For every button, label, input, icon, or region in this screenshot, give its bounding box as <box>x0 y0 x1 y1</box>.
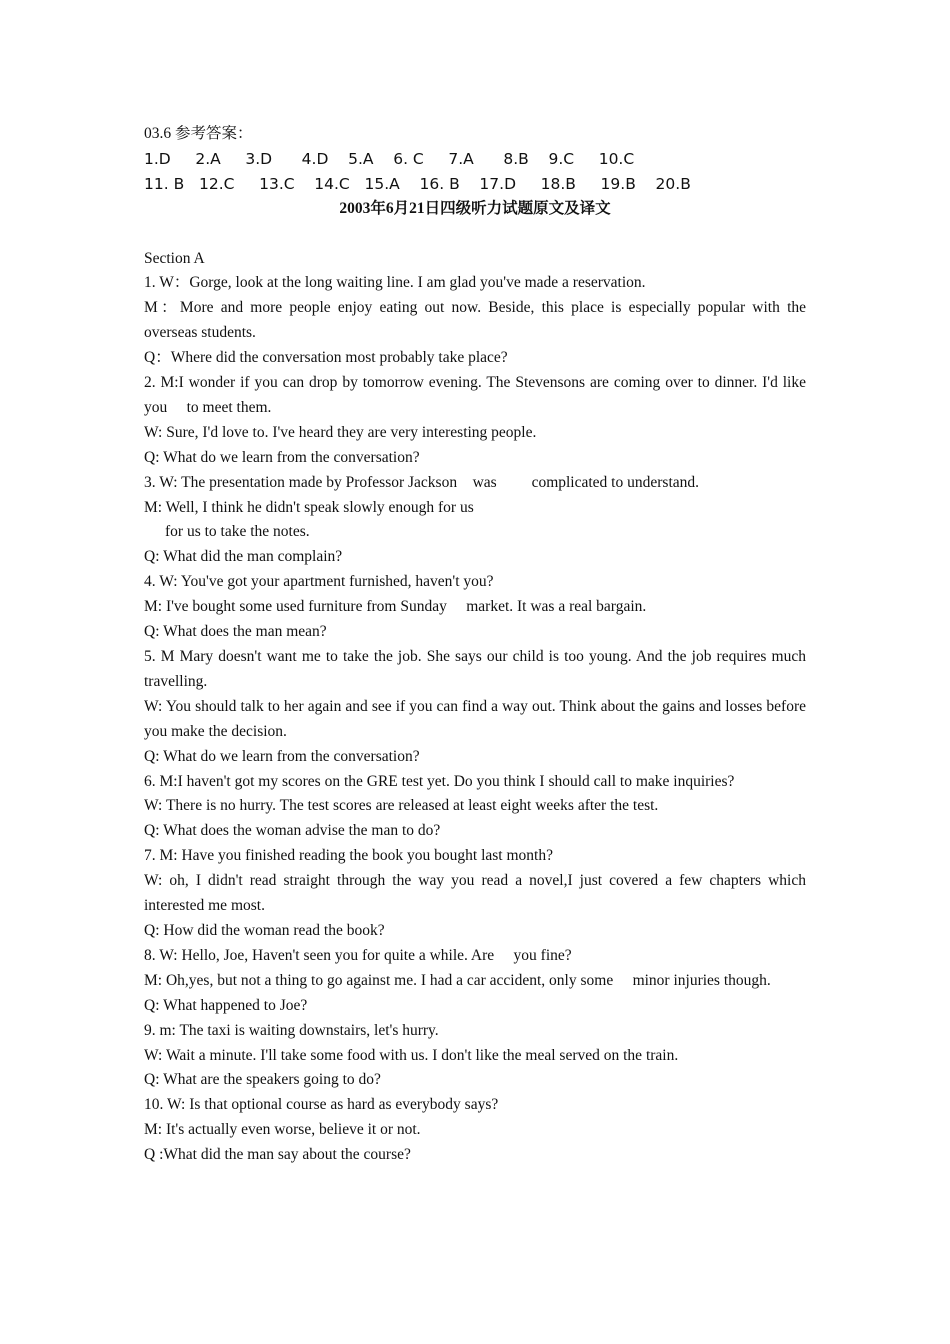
question-line: Q :What did the man say about the course? <box>144 1146 411 1164</box>
dialogue-line: 1. W：Gorge, look at the long waiting line. I am glad you've made a reservation. <box>144 274 646 292</box>
dialogue-line: 9. m: The taxi is waiting downstairs, let's hurry. <box>144 1021 439 1039</box>
question-line: Q: How did the woman read the book? <box>144 921 385 939</box>
dialogue-line: W: oh, I didn't read straight through the way you read a novel,I just covered a few chapters which interested me most. <box>144 872 810 915</box>
dialogue-line: 10. W: Is that optional course as hard as everybody says? <box>144 1096 499 1114</box>
dialogue-line: M: I've bought some used furniture from Sunday market. It was a real bargain. <box>144 598 647 616</box>
blank-line <box>144 222 806 247</box>
dialogue-line: W: Sure, I'd love to. I've heard they are very interesting people. <box>144 423 537 441</box>
document-page <box>144 122 810 1168</box>
question-line: Q: What does the man mean? <box>144 623 327 641</box>
dialogue-line: 2. M:I wonder if you can drop by tomorrow evening. The Stevensons are coming over to dinner. I'd like you to meet them. <box>144 374 810 416</box>
question-line: Q: What do we learn from the conversation? <box>144 448 420 466</box>
dialogue-line: 8. W: Hello, Joe, Haven't seen you for quite a while. Are you fine? <box>144 946 572 964</box>
question-line: Q：Where did the conversation most probably take place? <box>144 349 508 367</box>
dialogue-line: 6. M:I haven't got my scores on the GRE test yet. Do you think I should call to make inquiries? <box>144 772 735 790</box>
question-line: Q: What do we learn from the conversation? <box>144 747 420 765</box>
question-line: Q: What did the man complain? <box>144 548 343 566</box>
answers-row-2: 11. B 12.C 13.C 14.C 15.A 16. B 17.D 18.B 19.B 20.B <box>144 174 691 193</box>
dialogue-line: 4. W: You've got your apartment furnished, haven't you? <box>144 573 494 591</box>
dialogue-line: W: Wait a minute. I'll take some food with us. I don't like the meal served on the train. <box>144 1046 679 1064</box>
section-heading: Section A <box>144 249 205 267</box>
dialogue-line: M: Well, I think he didn't speak slowly enough for us <box>144 498 474 516</box>
document-title: 2003年6月21日四级听力试题原文及译文 <box>339 199 611 217</box>
dialogue-line: W: There is no hurry. The test scores are released at least eight weeks after the test. <box>144 797 659 815</box>
dialogue-line: M：More and more people enjoy eating out now. Beside, this place is especially popular with the overseas students. <box>144 299 810 342</box>
dialogue-line: 3. W: The presentation made by Professor Jackson was complicated to understand. <box>144 473 700 491</box>
dialogue-line: M: It's actually even worse, believe it or not. <box>144 1121 421 1139</box>
answers-heading: 03.6 参考答案： <box>144 125 253 142</box>
dialogue-line: W: You should talk to her again and see if you can find a way out. Think about the gains and losses before you make the decision. <box>144 697 810 740</box>
answers-row-1: 1.D 2.A 3.D 4.D 5.A 6. C 7.A 8.B 9.C 10.C <box>144 149 635 168</box>
dialogue-line: M: Oh,yes, but not a thing to go against me. I had a car accident, only some minor injuries though. <box>144 971 771 989</box>
question-line: Q: What happened to Joe? <box>144 996 308 1014</box>
dialogue-line: for us to take the notes. <box>165 523 310 541</box>
dialogue-line: 7. M: Have you finished reading the book you bought last month? <box>144 847 553 865</box>
question-line: Q: What does the woman advise the man to do? <box>144 822 441 840</box>
dialogue-line: 5. M Mary doesn't want me to take the job. She says our child is too young. And the job requires much travelling. <box>144 648 810 690</box>
question-line: Q: What are the speakers going to do? <box>144 1071 381 1089</box>
